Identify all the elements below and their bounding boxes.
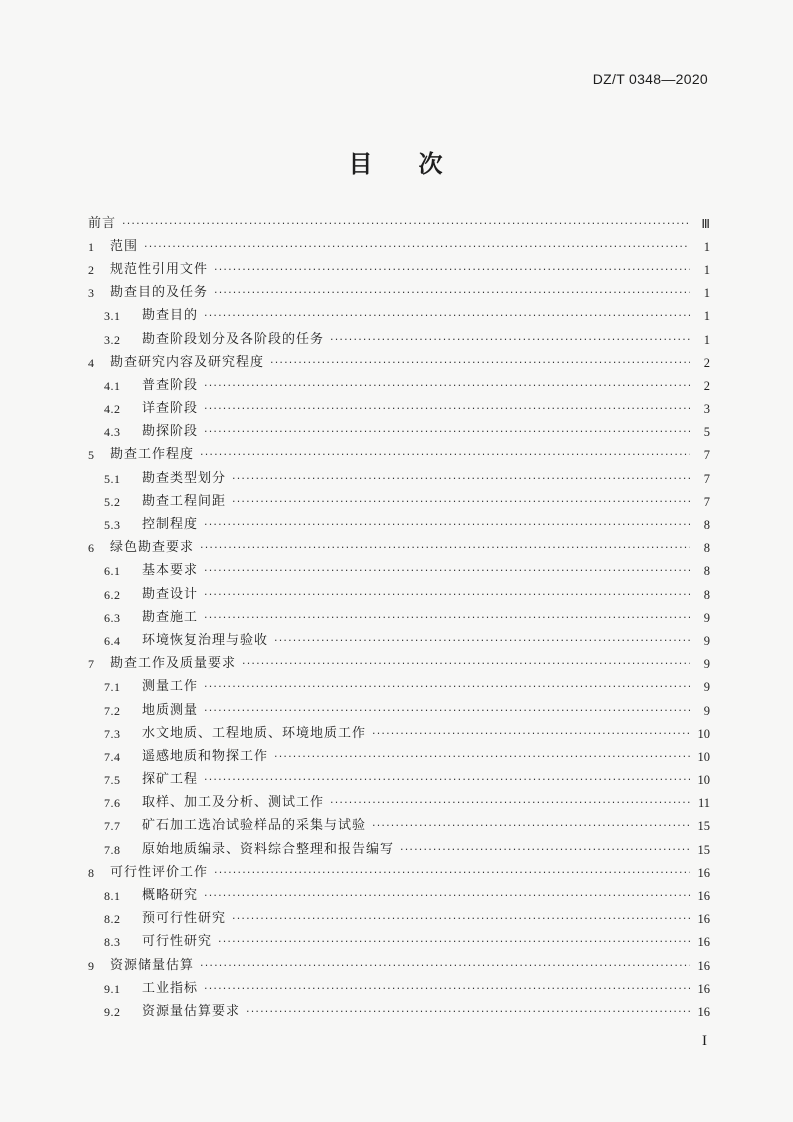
toc-entry-number: 7.2 [104,703,121,718]
toc-entry [88,351,710,374]
toc-entry [88,235,710,258]
toc-entry-page: 16 [697,865,710,880]
toc-entry-number: 7 [88,657,95,672]
toc-leader-dots [274,633,690,649]
toc-entry-page: 7 [703,494,710,509]
toc-leader-dots [372,726,690,742]
title-char-2: 次 [418,150,445,178]
toc-entry-number: 5.1 [104,471,121,486]
toc-entry-page: 2 [703,355,710,370]
toc-entry-number: 7.3 [104,726,121,741]
toc-leader-dots [204,981,690,997]
toc-entry-page: 8 [703,564,710,579]
toc-entry-page: 16 [697,1004,710,1019]
toc-entry [88,467,710,490]
toc-entry [88,374,710,397]
toc-entry-number: 4 [88,355,95,370]
toc-entry [88,838,710,861]
toc-entry-number: 8 [88,865,95,880]
toc-entry-page: 2 [703,378,710,393]
toc-entry-title: 勘查阶段划分及各阶段的任务 [142,331,325,347]
toc-leader-dots [330,332,690,348]
toc-entry [88,861,710,884]
toc-entry [88,745,710,768]
toc-entry-number: 6.3 [104,610,121,625]
toc-leader-dots [204,888,690,904]
toc-entry [88,954,710,977]
toc-entry-page: 9 [703,633,710,648]
toc-entry-number: 7.1 [104,680,121,695]
toc-entry-page: 5 [703,425,710,440]
toc-entry [88,699,710,722]
toc-leader-dots [200,447,690,463]
toc-leader-dots [270,355,690,371]
toc-entry-title: 水文地质、工程地质、环境地质工作 [142,725,367,741]
toc-entry-page: 7 [703,448,710,463]
toc-entry-title: 原始地质编录、资料综合整理和报告编写 [142,841,395,857]
toc-entry-title: 勘查工作及质量要求 [110,656,237,672]
toc-entry-number: 8.2 [104,912,121,927]
toc-entry [88,490,710,513]
toc-entry-number: 9.2 [104,1004,121,1019]
toc-entry-page: 15 [697,819,710,834]
toc-entry-number: 2 [88,262,95,277]
toc-leader-dots [372,818,690,834]
toc-entry-page: 16 [697,935,710,950]
toc-entry-title: 预可行性研究 [142,911,227,927]
toc-entry-number: 5.2 [104,494,121,509]
toc-entry [88,305,710,328]
toc-entry-title: 普查阶段 [142,377,199,393]
toc-entry-title: 探矿工程 [142,772,199,788]
toc-leader-dots [204,703,690,719]
toc-entry [88,537,710,560]
toc-entry-title: 矿石加工选冶试验样品的采集与试验 [142,818,367,834]
toc-entry-title: 控制程度 [142,517,199,533]
toc-entry-title: 前言 [88,215,117,231]
toc-entry-title: 勘查施工 [142,609,199,625]
toc-entry-title: 资源储量估算 [110,957,195,973]
toc-entry-title: 环境恢复治理与验收 [142,632,269,648]
toc-entry-number: 7.6 [104,796,121,811]
toc-entry [88,328,710,351]
toc-leader-dots [204,587,690,603]
toc-entry-title: 勘探阶段 [142,424,199,440]
toc-entry-number: 7.8 [104,842,121,857]
toc-entry-number: 7.7 [104,819,121,834]
toc-entry [88,931,710,954]
toc-entry-number: 4.3 [104,425,121,440]
toc-leader-dots [200,958,690,974]
toc-leader-dots [200,540,690,556]
toc-entry-title: 勘查工作程度 [110,447,195,463]
toc-entry-number: 7.4 [104,749,121,764]
toc-leader-dots [232,494,690,510]
toc-entry-title: 勘查类型划分 [142,470,227,486]
toc-entry [88,722,710,745]
toc-entry [88,258,710,281]
toc-entry-number: 3.2 [104,332,121,347]
toc-entry-page: Ⅲ [701,216,710,231]
toc-leader-dots [204,772,690,788]
toc-entry [88,421,710,444]
toc-leader-dots [232,911,690,927]
toc-entry [88,884,710,907]
toc-entry-page: 8 [703,541,710,556]
toc-entry-number: 6.4 [104,633,121,648]
toc-entry-title: 勘查设计 [142,586,199,602]
toc-entry-number: 5 [88,448,95,463]
toc-leader-dots [232,471,690,487]
toc-entry-number: 5.3 [104,518,121,533]
toc-entry-number: 8.3 [104,935,121,950]
toc-entry-number: 6 [88,541,95,556]
toc-entry [88,653,710,676]
toc-leader-dots [204,517,690,533]
toc-entry-title: 勘查研究内容及研究程度 [110,354,265,370]
toc-entry-page: 10 [697,749,710,764]
toc-entry-number: 9.1 [104,981,121,996]
toc-entry-title: 地质测量 [142,702,199,718]
toc-leader-dots [122,216,690,232]
toc-entry-page: 15 [697,842,710,857]
toc-entry-page: 10 [697,773,710,788]
toc-leader-dots [330,795,690,811]
toc-entry-page: 1 [703,309,710,324]
toc-entry-title: 勘查工程间距 [142,493,227,509]
toc-entry [88,769,710,792]
toc-entry-title: 可行性研究 [142,934,213,950]
toc-leader-dots [214,285,690,301]
toc-entry-number: 8.1 [104,889,121,904]
toc-entry-page: 9 [703,657,710,672]
toc-entry-page: 1 [703,239,710,254]
toc-entry-page: 7 [703,471,710,486]
toc-entry [88,398,710,421]
toc-entry-page: 9 [703,610,710,625]
toc-leader-dots [274,749,690,765]
toc-leader-dots [204,424,690,440]
toc-entry-page: 3 [703,402,710,417]
toc-entry-number: 3 [88,286,95,301]
toc-leader-dots [246,1004,690,1020]
toc-entry-title: 勘查目的 [142,308,199,324]
toc-entry-title: 可行性评价工作 [110,864,209,880]
toc-leader-dots [242,656,690,672]
toc-entry-title: 遥感地质和物探工作 [142,748,269,764]
toc-entry-number: 3.1 [104,309,121,324]
toc-entry-page: 11 [697,796,710,811]
toc-entry-title: 绿色勘查要求 [110,540,195,556]
toc-leader-dots [214,262,690,278]
toc-entry-page: 1 [703,286,710,301]
toc-entry-page: 9 [703,703,710,718]
toc-entry-page: 16 [697,912,710,927]
toc-leader-dots [204,401,690,417]
toc-leader-dots [204,378,690,394]
toc-entry-title: 工业指标 [142,980,199,996]
toc-leader-dots [144,239,690,255]
toc-entry-page: 16 [697,958,710,973]
toc-entry [88,1000,710,1023]
toc-entry [88,212,710,235]
toc-leader-dots [204,308,690,324]
toc-entry-page: 1 [703,262,710,277]
toc-entry [88,792,710,815]
toc-leader-dots [204,679,690,695]
toc-entry-title: 详查阶段 [142,401,199,417]
toc-entry-number: 9 [88,958,95,973]
toc-entry-page: 8 [703,587,710,602]
page-title [0,144,793,179]
toc-entry-number: 1 [88,239,95,254]
toc-entry-number: 4.2 [104,402,121,417]
toc-entry [88,282,710,305]
document-code: DZ/T 0348—2020 [592,71,708,87]
toc-entry-title: 测量工作 [142,679,199,695]
toc-entry [88,676,710,699]
toc-entry-page: 8 [703,518,710,533]
toc-entry [88,513,710,536]
toc-entry-page: 1 [703,332,710,347]
toc-entry [88,977,710,1000]
toc-entry [88,560,710,583]
toc-entry-page: 10 [697,726,710,741]
toc-leader-dots [214,865,690,881]
page-number: I [702,1033,707,1049]
toc-entry [88,629,710,652]
table-of-contents [88,212,710,1024]
toc-entry-title: 范围 [110,238,139,254]
toc-leader-dots [400,842,690,858]
toc-leader-dots [204,563,690,579]
toc-entry-page: 16 [697,889,710,904]
toc-entry [88,908,710,931]
toc-leader-dots [204,610,690,626]
title-char-1: 目 [348,150,375,178]
toc-entry-number: 4.1 [104,378,121,393]
toc-entry [88,444,710,467]
toc-entry-title: 规范性引用文件 [110,261,209,277]
toc-entry-title: 取样、加工及分析、测试工作 [142,795,325,811]
toc-entry-number: 6.1 [104,564,121,579]
toc-entry [88,606,710,629]
toc-entry-page: 9 [703,680,710,695]
toc-entry-title: 概略研究 [142,888,199,904]
toc-entry-title: 勘查目的及任务 [110,285,209,301]
toc-leader-dots [218,934,690,950]
toc-entry-title: 资源量估算要求 [142,1003,241,1019]
toc-entry-page: 16 [697,981,710,996]
toc-entry-title: 基本要求 [142,563,199,579]
toc-entry-number: 7.5 [104,773,121,788]
toc-entry-number: 6.2 [104,587,121,602]
toc-entry [88,815,710,838]
toc-entry [88,583,710,606]
